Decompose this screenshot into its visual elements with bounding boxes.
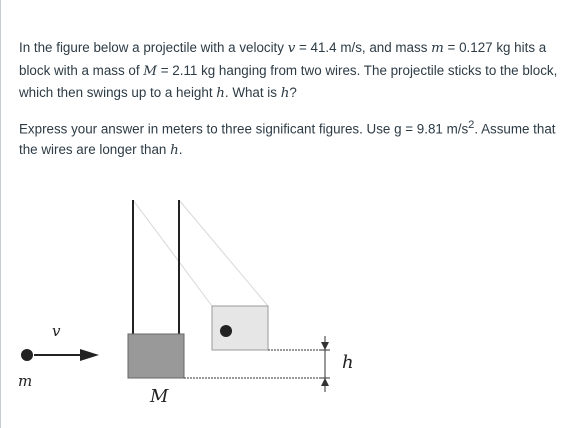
velocity-arrow-head bbox=[80, 349, 99, 361]
label-h: h bbox=[342, 352, 354, 373]
label-m: m bbox=[18, 372, 33, 390]
block-raised bbox=[212, 306, 268, 350]
ghost-wire-right bbox=[179, 200, 268, 306]
block-M bbox=[128, 334, 184, 378]
answer-instructions: Express your answer in meters to three significant figures. Use g = 9.81 $m/s^2$. Assume that the wires are longer than h. bbox=[19, 118, 556, 159]
height-arrow-down bbox=[321, 342, 329, 350]
ballistic-pendulum-figure bbox=[0, 190, 578, 428]
height-symbol-3: h bbox=[170, 143, 179, 159]
embedded-projectile bbox=[220, 325, 232, 337]
problem-statement: In the figure below a projectile with a velocity v = 41.4 m/s, and mass m = 0.127 kg hits a block with a mass of M = 2.11 kg hanging from two wires. The projectile sticks to the block, which then swings up to a height h. What is h? bbox=[19, 40, 558, 101]
g-exponent: 2 bbox=[468, 118, 475, 131]
height-symbol: h bbox=[216, 86, 225, 101]
projectile-ball bbox=[21, 349, 33, 361]
label-v: v bbox=[52, 322, 61, 340]
height-symbol-2: h bbox=[280, 86, 290, 101]
height-arrow-up bbox=[321, 378, 329, 386]
block-mass-symbol: M bbox=[143, 63, 158, 79]
mass-symbol: m bbox=[431, 41, 444, 56]
velocity-symbol: v bbox=[287, 41, 296, 56]
ghost-wire-left bbox=[133, 200, 212, 306]
question-text bbox=[19, 37, 564, 162]
label-M: M bbox=[150, 386, 169, 407]
